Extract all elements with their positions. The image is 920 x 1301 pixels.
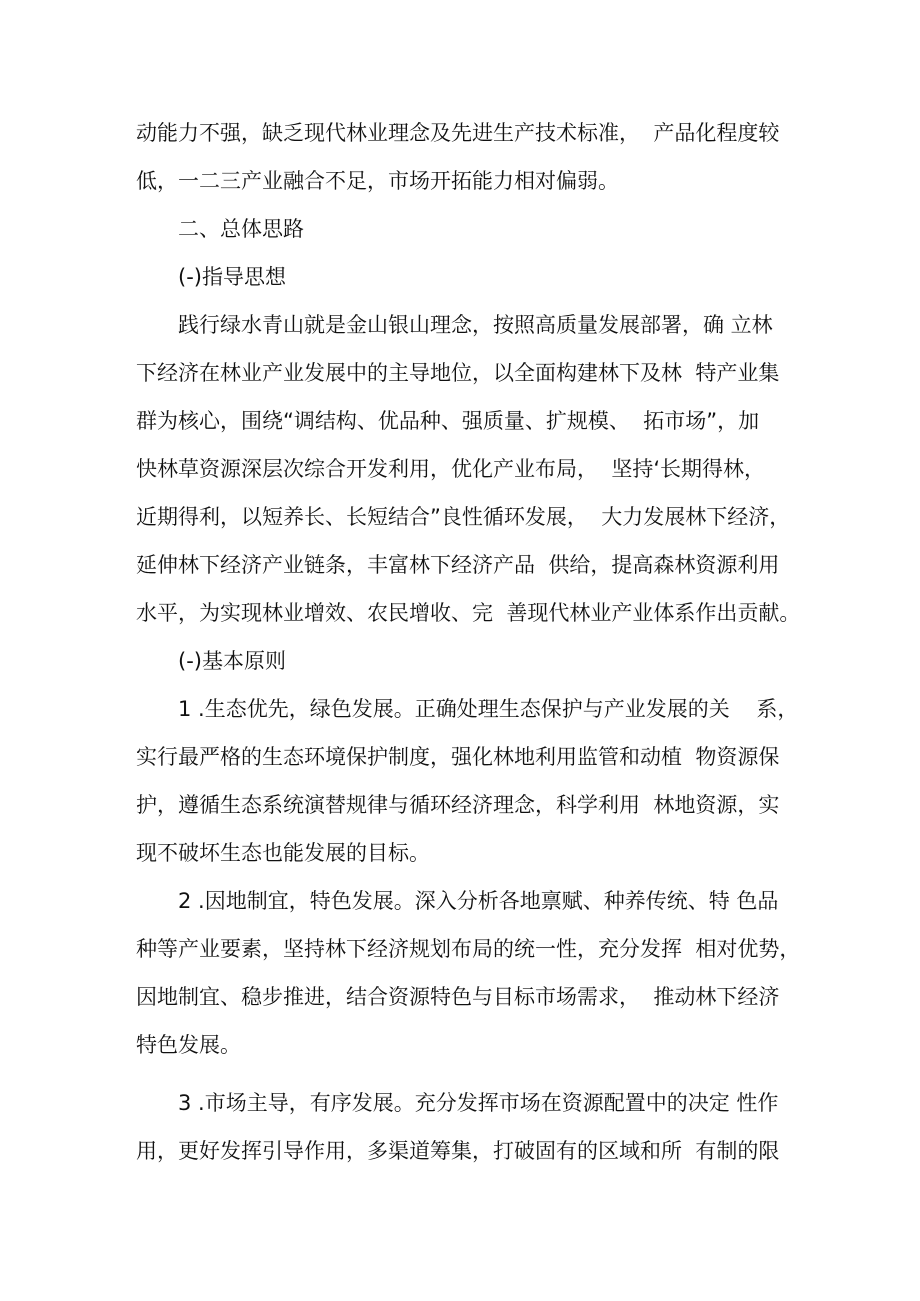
text-line: 动能力不强，缺乏现代林业理念及先进生产技术标准， 产品化程度较 xyxy=(136,121,780,145)
text-line: 快林草资源深层次综合开发利用，优化产业布局， 坚持‘长期得林， xyxy=(136,457,766,481)
text-line: 2 .因地制宜，特色发展。深入分析各地禀赋、种养传统、特 色品 xyxy=(178,889,779,913)
subsection-heading: (-)指导思想 xyxy=(178,265,286,289)
text-line: 种等产业要素，坚持林下经济规划布局的统一性，充分发挥 相对优势， xyxy=(136,937,801,961)
text-line: 用，更好发挥引导作用，多渠道筹集，打破固有的区域和所 有制的限 xyxy=(136,1139,780,1163)
text-line: 践行绿水青山就是金山银山理念，按照高质量发展部署，确 立林 xyxy=(178,313,773,337)
text-line: 护，遵循生态系统演替规律与循环经济理念，科学利用 林地资源，实 xyxy=(136,793,780,817)
text-line: 现不破坏生态也能发展的目标。 xyxy=(136,841,430,865)
text-line: 近期得利，以短养长、长短结合”良性循环发展， 大力发展林下经济， xyxy=(136,505,791,529)
text-line: 低，一二三产业融合不足，市场开拓能力相对偏弱。 xyxy=(136,169,619,193)
subsection-heading: (-)基本原则 xyxy=(178,649,286,673)
text-line: 1 .生态优先，绿色发展。正确处理生态保护与产业发展的关 系， xyxy=(178,697,799,721)
text-line: 群为核心，围绕“调结构、优品种、强质量、扩规模、 拓市场”，加 xyxy=(136,409,760,433)
text-line: 实行最严格的生态环境保护制度，强化林地利用监管和动植 物资源保 xyxy=(136,745,780,769)
section-heading: 二、总体思路 xyxy=(178,217,304,241)
text-line: 水平，为实现林业增效、农民增收、完 善现代林业产业体系作出贡献。 xyxy=(136,601,801,625)
text-line: 特色发展。 xyxy=(136,1033,241,1057)
text-line: 3 .市场主导，有序发展。充分发挥市场在资源配置中的决定 性作 xyxy=(178,1091,779,1115)
text-line: 下经济在林业产业发展中的主导地位，以全面构建林下及林 特产业集 xyxy=(136,361,780,385)
text-line: 延伸林下经济产业链条，丰富林下经济产品 供给，提高森林资源利用 xyxy=(136,553,780,577)
text-line: 因地制宜、稳步推进，结合资源特色与目标市场需求， 推动林下经济 xyxy=(136,985,780,1009)
